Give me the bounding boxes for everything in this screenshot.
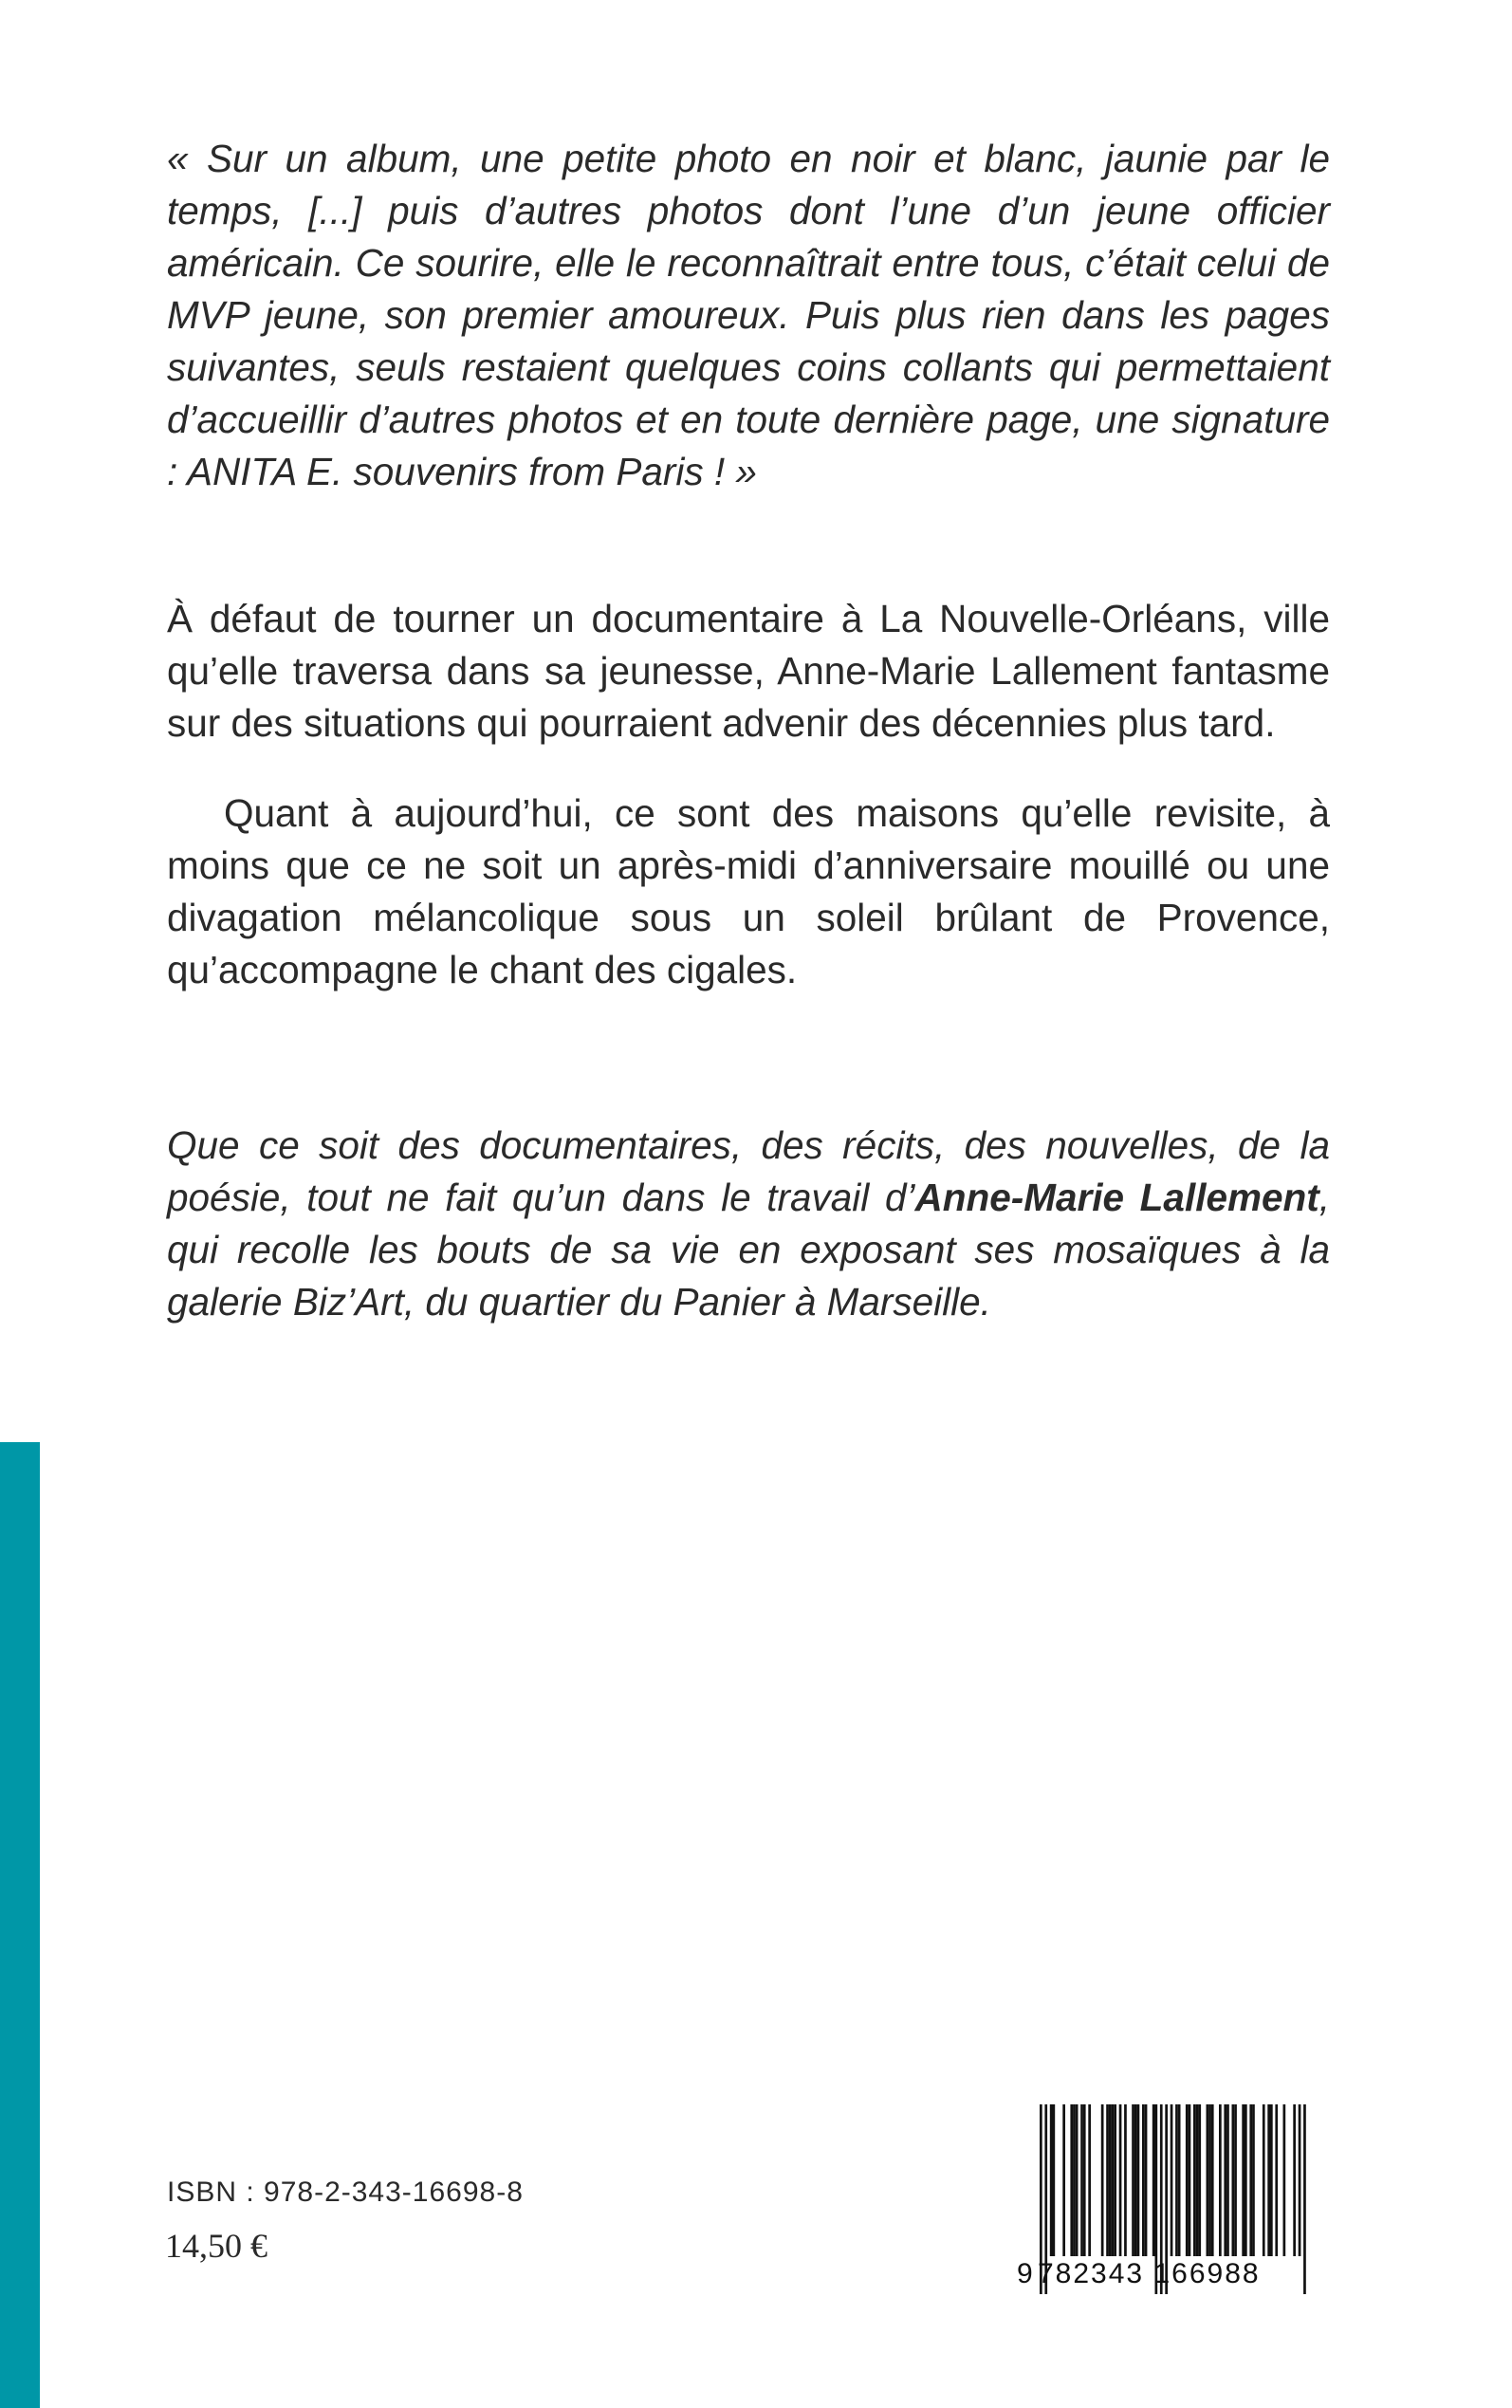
author-bio	[167, 1120, 1330, 1328]
barcode-bar	[1299, 2104, 1301, 2256]
barcode-bar	[1178, 2104, 1181, 2256]
barcode-bar	[1207, 2104, 1209, 2256]
barcode-bar	[1242, 2104, 1245, 2256]
isbn-label: ISBN : 978-2-343-16698-8	[167, 2176, 524, 2208]
barcode-bar	[1267, 2104, 1270, 2256]
barcode-bar	[1186, 2104, 1189, 2256]
barcode-bar	[1070, 2104, 1073, 2256]
barcode-bar	[1137, 2104, 1140, 2256]
barcode-bar	[1193, 2104, 1196, 2256]
barcode-bar	[1073, 2104, 1076, 2256]
summary-paragraph-2: Quant à aujourd’hui, ce sont des maisons qu’elle revisite, à moins que ce ne soit un après-midi d’anniversaire mouillé ou une divagation mélancolique sous un soleil brûlant de Provence, qu’accompagne le chant des cigales.	[167, 791, 1330, 991]
barcode-bar	[1219, 2104, 1222, 2256]
barcode-bar	[1249, 2104, 1252, 2256]
barcode-bar	[1189, 2104, 1191, 2256]
back-cover-quote: « Sur un album, une petite photo en noir et blanc, jaunie par le temps, [...] puis d’autres photos dont l’une d’un jeune officier américain. Ce sourire, elle le reconnaîtrait entre tous, c’était celui de MVP jeune, son premier amoureux. Puis plus rien dans les pages suivantes, seuls restaient quelques coins collants qui permettaient d’accueillir d’autres photos et en toute dernière page, une signature : ANITA E. souvenirs from Paris ! »	[167, 137, 1330, 493]
barcode-bar	[1175, 2104, 1178, 2256]
barcode-bar	[1226, 2104, 1229, 2256]
barcode-bar	[1234, 2104, 1237, 2256]
barcode-bar	[1171, 2104, 1173, 2256]
barcode-bar	[1142, 2104, 1145, 2256]
barcode-bar	[1224, 2104, 1226, 2256]
barcode-bar	[1283, 2104, 1286, 2256]
barcode-bar	[1083, 2104, 1086, 2256]
barcode-left-group: 782343	[1038, 2258, 1145, 2289]
barcode-bar	[1076, 2104, 1079, 2256]
barcode-bar	[1124, 2104, 1127, 2256]
barcode-bar	[1208, 2104, 1211, 2256]
barcode-bar	[1050, 2104, 1053, 2256]
barcode-right-group: 166988	[1153, 2258, 1261, 2289]
barcode-bar	[1112, 2104, 1115, 2256]
price-label: 14,50 €	[165, 2227, 267, 2265]
barcode-bar	[1245, 2104, 1247, 2256]
barcode-bar	[1088, 2104, 1091, 2256]
author-bio-text-end: , qui recolle les bouts de sa vie en exposant ses mosaïques à la galerie Biz’Art, du quartier du Panier à Marseille.	[167, 1176, 1330, 1324]
summary-paragraph-1: À défaut de tourner un documentaire à La Nouvelle-Orléans, ville qu’elle traversa dans sa jeunesse, Anne-Marie Lallement fantasme sur des situations qui pourraient advenir des décennies plus tard.	[167, 597, 1330, 745]
barcode-bar	[1252, 2104, 1255, 2256]
barcode-bar	[1232, 2104, 1235, 2256]
author-bio-text-start: Que ce soit des documentaires, des récits, des nouvelles, de la poésie, tout ne fait qu’un dans le travail d’	[167, 1123, 1330, 1219]
barcode-bar	[1114, 2104, 1116, 2256]
barcode-bar	[1196, 2104, 1199, 2256]
author-name: Anne-Marie Lallement	[914, 1176, 1319, 1219]
barcode-bar	[1270, 2104, 1273, 2256]
barcode-bar	[1106, 2104, 1109, 2256]
barcode-bar	[1211, 2104, 1214, 2256]
barcode-bar	[1109, 2104, 1112, 2256]
barcode-bar	[1132, 2104, 1134, 2256]
barcode-bar	[1062, 2104, 1065, 2256]
barcode-bar	[1275, 2104, 1278, 2256]
barcode-bar	[1152, 2104, 1155, 2256]
accent-side-band	[0, 1442, 40, 2408]
barcode-bar	[1053, 2104, 1056, 2256]
barcode-bar	[1119, 2104, 1122, 2256]
barcode-bar	[1198, 2104, 1201, 2256]
barcode-bar	[1080, 2104, 1083, 2256]
barcode-bar	[1263, 2104, 1265, 2256]
barcode-digits	[1017, 2258, 1320, 2290]
barcode-bar	[1101, 2104, 1104, 2256]
barcode-bar	[1293, 2104, 1296, 2256]
barcode-lead-digit: 9	[1017, 2258, 1035, 2289]
barcode-bar	[1145, 2104, 1148, 2256]
barcode-bar	[1134, 2104, 1137, 2256]
